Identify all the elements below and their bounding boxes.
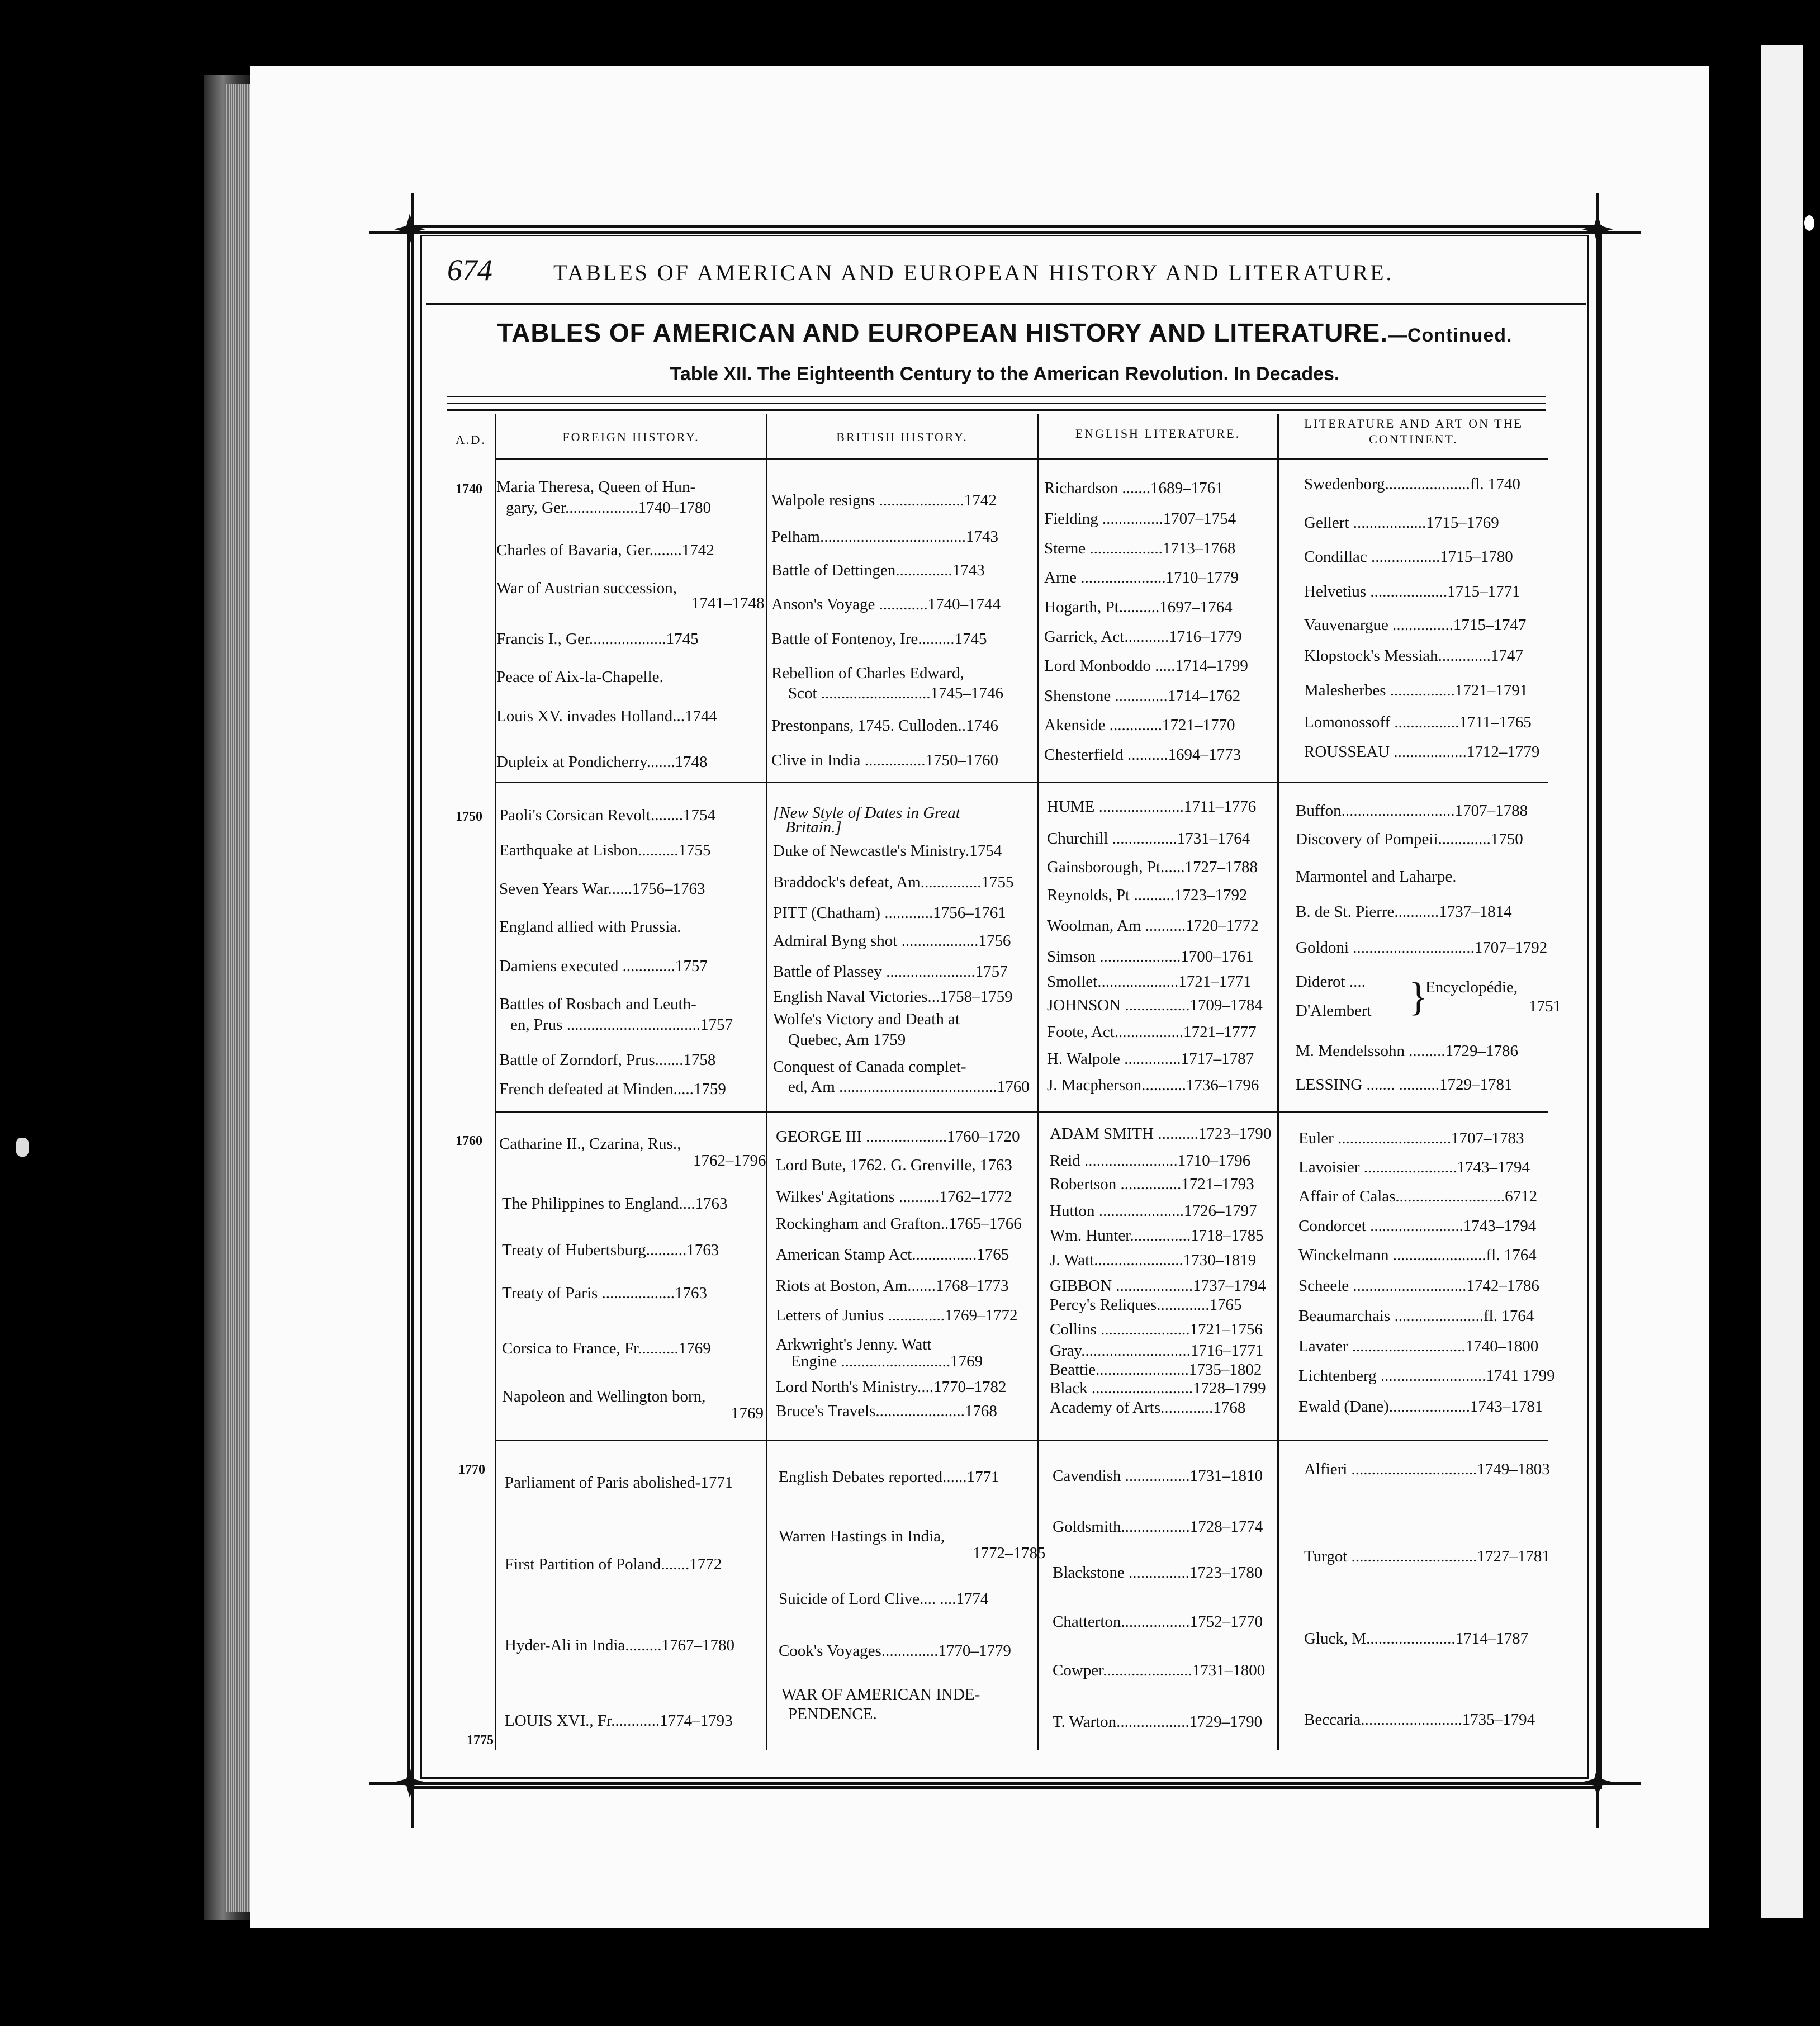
british-entry: Duke of Newcastle's Ministry.1754	[773, 842, 1002, 860]
facing-page-mark	[1804, 215, 1814, 231]
foreign-entry: Catharine II., Czarina, Rus.,	[499, 1135, 681, 1153]
foreign-entry: gary, Ger..................1740–1780	[506, 499, 712, 517]
english-entry: Garrick, Act...........1716–1779	[1044, 628, 1242, 646]
decade-rule	[495, 1111, 1548, 1113]
foreign-entry: Damiens executed .............1757	[499, 957, 708, 975]
english-entry: Hutton .....................1726–1797	[1050, 1202, 1257, 1220]
english-entry: Reid .......................1710–1796	[1050, 1152, 1251, 1170]
continent-entry: D'Alembert	[1296, 1002, 1372, 1020]
decade-label: 1750	[456, 810, 482, 824]
british-entry: Anson's Voyage ............1740–1744	[771, 595, 1001, 613]
english-entry: Churchill ................1731–1764	[1047, 830, 1250, 848]
continent-entry: Goldoni ..............................1707–1792	[1296, 939, 1548, 957]
continent-entry: LESSING ....... ..........1729–1781	[1296, 1076, 1513, 1094]
foreign-entry: French defeated at Minden.....1759	[499, 1080, 726, 1098]
british-entry: ed, Am .......................................1760	[788, 1078, 1030, 1096]
british-entry: Clive in India ...............1750–1760	[771, 751, 998, 769]
table-title-continued: —Continued.	[1387, 325, 1513, 346]
british-entry: Riots at Boston, Am.......1768–1773	[776, 1277, 1009, 1295]
continent-entry: Discovery of Pompeii.............1750	[1296, 830, 1523, 848]
col-head-continent	[1279, 416, 1548, 447]
border-bar-bottom	[369, 1782, 1641, 1785]
table-subtitle: Table XII. The Eighteenth Century to the American Revolution. In Decades.	[670, 363, 1340, 385]
page-edge	[226, 84, 253, 1912]
decade-label: 1775	[467, 1733, 494, 1748]
english-entry: Richardson .......1689–1761	[1044, 479, 1224, 497]
british-entry: Lord North's Ministry....1770–1782	[776, 1378, 1007, 1396]
english-entry: Shenstone .............1714–1762	[1044, 687, 1241, 705]
english-entry: Lord Monboddo .....1714–1799	[1044, 657, 1248, 675]
continent-entry: Lavoisier .......................1743–1794	[1298, 1158, 1530, 1176]
british-entry: Admiral Byng shot ...................1756	[773, 932, 1011, 950]
english-entry: Cowper......................1731–1800	[1053, 1661, 1266, 1679]
continent-entry: Gluck, M......................1714–1787	[1304, 1630, 1529, 1648]
decade-label: 1760	[456, 1134, 482, 1148]
english-entry: Robertson ...............1721–1793	[1050, 1175, 1254, 1193]
continent-entry: M. Mendelssohn .........1729–1786	[1296, 1042, 1518, 1060]
english-entry: J. Macpherson...........1736–1796	[1047, 1076, 1259, 1094]
english-entry: Percy's Reliques.............1765	[1050, 1296, 1242, 1314]
british-entry: Prestonpans, 1745. Culloden..1746	[771, 717, 998, 735]
english-entry: Gainsborough, Pt......1727–1788	[1047, 858, 1258, 876]
english-entry: J. Watt......................1730–1819	[1050, 1251, 1257, 1269]
table-title-text: TABLES OF AMERICAN AND EUROPEAN HISTORY AND LITERATURE.	[497, 318, 1388, 347]
english-entry: Collins ......................1721–1756	[1050, 1320, 1263, 1338]
british-entry: Wilkes' Agitations ..........1762–1772	[776, 1188, 1012, 1206]
english-entry: Academy of Arts.............1768	[1050, 1399, 1246, 1417]
english-entry: Akenside .............1721–1770	[1044, 716, 1235, 734]
running-title: TABLES OF AMERICAN AND EUROPEAN HISTORY AND LITERATURE.	[553, 260, 1394, 285]
english-entry: H. Walpole ..............1717–1787	[1047, 1050, 1254, 1068]
foreign-entry: Battles of Rosbach and Leuth-	[499, 995, 696, 1013]
british-entry: Rebellion of Charles Edward,	[771, 664, 964, 682]
border-bar-left	[411, 193, 414, 1828]
english-entry: Black .........................1728–1799	[1050, 1379, 1266, 1397]
british-entry: Cook's Voyages..............1770–1779	[779, 1642, 1011, 1660]
english-entry: Wm. Hunter...............1718–1785	[1050, 1227, 1264, 1244]
continent-entry: Turgot ...............................1727–1781	[1304, 1547, 1550, 1565]
running-head-rule	[426, 303, 1586, 305]
decade-label: 1770	[458, 1462, 485, 1477]
continent-entry: Condorcet .......................1743–1794	[1298, 1217, 1537, 1235]
british-entry: English Debates reported......1771	[779, 1468, 999, 1486]
british-entry: American Stamp Act................1765	[776, 1246, 1009, 1263]
corner-ornament-icon	[394, 214, 425, 245]
col-head-ad: A.D.	[456, 433, 486, 447]
british-entry: Battle of Dettingen..............1743	[771, 561, 985, 579]
english-entry: JOHNSON ................1709–1784	[1047, 996, 1263, 1014]
corner-ornament-icon	[1582, 1767, 1613, 1798]
foreign-entry: Maria Theresa, Queen of Hun-	[496, 478, 696, 496]
british-entry: Quebec, Am 1759	[788, 1031, 906, 1049]
decade-rule	[495, 1440, 1548, 1441]
british-entry: Scot ...........................1745–1746	[788, 684, 1004, 702]
british-entry: Pelham....................................1743	[771, 528, 998, 546]
foreign-entry: Peace of Aix-la-Chapelle.	[496, 668, 663, 686]
continent-entry: Buffon............................1707–1788	[1296, 802, 1528, 820]
column-rule	[495, 414, 496, 1750]
header-rule	[447, 396, 1546, 397]
english-entry: Reynolds, Pt ..........1723–1792	[1047, 886, 1248, 904]
foreign-entry: Earthquake at Lisbon..........1755	[499, 841, 711, 859]
foreign-entry: Dupleix at Pondicherry.......1748	[496, 753, 708, 771]
british-entry: PITT (Chatham) ............1756–1761	[773, 904, 1006, 922]
col-head-continent-line: CONTINENT.	[1369, 432, 1458, 446]
continent-entry: Affair of Calas...........................6712	[1298, 1187, 1538, 1205]
british-entry: Braddock's defeat, Am...............1755	[773, 873, 1014, 891]
continent-entry: Winckelmann .......................fl. 1764	[1298, 1246, 1537, 1264]
foreign-entry: LOUIS XVI., Fr............1774–1793	[505, 1712, 733, 1730]
english-entry: Beattie.......................1735–1802	[1050, 1361, 1262, 1379]
british-entry: Battle of Plassey ......................1757	[773, 963, 1008, 981]
british-entry: Britain.]	[785, 818, 842, 836]
british-entry: English Naval Victories...1758–1759	[773, 988, 1013, 1006]
english-entry: Arne .....................1710–1779	[1044, 569, 1239, 586]
english-entry: Foote, Act.................1721–1777	[1047, 1023, 1257, 1041]
continent-entry: Lomonossoff ................1711–1765	[1304, 713, 1532, 731]
foreign-entry: War of Austrian succession,	[496, 579, 677, 597]
bracket-glyph: }	[1409, 974, 1428, 1019]
continent-entry: ROUSSEAU ..................1712–1779	[1304, 743, 1540, 761]
foreign-entry: 1769	[731, 1404, 764, 1422]
continent-entry: Helvetius ...................1715–1771	[1304, 583, 1520, 600]
border-bar-right	[1596, 193, 1599, 1828]
continent-entry: Scheele ............................1742–1786	[1298, 1277, 1539, 1295]
british-entry: WAR OF AMERICAN INDE-	[781, 1686, 980, 1703]
continent-entry: Gellert ..................1715–1769	[1304, 514, 1499, 532]
foreign-entry: Hyder-Ali in India.........1767–1780	[505, 1636, 734, 1654]
british-entry: Conquest of Canada complet-	[773, 1058, 966, 1076]
continent-entry: Vauvenargue ...............1715–1747	[1304, 616, 1527, 634]
british-entry: Warren Hastings in India,	[779, 1527, 945, 1545]
continent-entry: Condillac .................1715–1780	[1304, 548, 1513, 566]
col-head-foreign: FOREIGN HISTORY.	[562, 430, 700, 444]
continent-entry: B. de St. Pierre...........1737–1814	[1296, 903, 1512, 921]
foreign-entry: The Philippines to England....1763	[502, 1195, 728, 1213]
british-entry: [New Style of Dates in Great	[773, 804, 960, 822]
foreign-entry: Paoli's Corsican Revolt........1754	[499, 806, 716, 824]
continent-entry: Swedenborg.....................fl. 1740	[1304, 475, 1520, 493]
continent-entry: 1751	[1529, 997, 1561, 1015]
english-entry: Simson ....................1700–1761	[1047, 948, 1254, 965]
english-entry: Fielding ...............1707–1754	[1044, 510, 1236, 528]
english-entry: Smollet....................1721–1771	[1047, 973, 1252, 991]
corner-ornament-icon	[1582, 214, 1613, 245]
scan-speck	[16, 1138, 29, 1157]
running-head	[447, 253, 1509, 292]
continent-entry: Lichtenberg ..........................1741 1799	[1298, 1367, 1555, 1385]
foreign-entry: Seven Years War......1756–1763	[499, 880, 705, 898]
column-rule	[766, 414, 767, 1750]
english-entry: Sterne ..................1713–1768	[1044, 539, 1236, 557]
british-entry: Bruce's Travels......................1768	[776, 1402, 997, 1420]
header-rule	[447, 403, 1546, 404]
english-entry: GIBBON ...................1737–1794	[1050, 1277, 1266, 1295]
foreign-entry: Louis XV. invades Holland...1744	[496, 707, 717, 725]
foreign-entry: en, Prus .................................1757	[510, 1016, 733, 1034]
british-entry: Suicide of Lord Clive.... ....1774	[779, 1590, 989, 1608]
english-entry: T. Warton..................1729–1790	[1053, 1713, 1263, 1731]
english-entry: Hogarth, Pt..........1697–1764	[1044, 598, 1233, 616]
continent-entry: Klopstock's Messiah.............1747	[1304, 647, 1523, 665]
english-entry: Gray...........................1716–1771	[1050, 1342, 1264, 1360]
corner-ornament-icon	[394, 1767, 425, 1798]
english-entry: ADAM SMITH ..........1723–1790	[1050, 1125, 1272, 1143]
british-entry: Arkwright's Jenny. Watt	[776, 1336, 932, 1353]
foreign-entry: First Partition of Poland.......1772	[505, 1555, 722, 1573]
foreign-entry: 1741–1748	[691, 594, 765, 612]
facing-page-edge	[1761, 45, 1803, 1918]
border-bar-top	[369, 231, 1641, 234]
continent-entry: Encyclopédie,	[1425, 978, 1518, 996]
continent-entry: Lavater ............................1740–1800	[1298, 1337, 1539, 1355]
continent-entry: Euler ............................1707–1783	[1298, 1129, 1524, 1147]
continent-entry: Malesherbes ................1721–1791	[1304, 681, 1528, 699]
foreign-entry: Charles of Bavaria, Ger........1742	[496, 541, 714, 559]
british-entry: Rockingham and Grafton..1765–1766	[776, 1215, 1022, 1233]
british-entry: Battle of Fontenoy, Ire.........1745	[771, 630, 987, 648]
col-head-continent-line: LITERATURE AND ART ON THE	[1304, 416, 1523, 430]
english-entry: HUME .....................1711–1776	[1047, 798, 1257, 816]
english-entry: Chesterfield ..........1694–1773	[1044, 746, 1241, 764]
foreign-entry: Corsica to France, Fr..........1769	[502, 1339, 711, 1357]
table-title	[425, 318, 1585, 348]
col-head-british: BRITISH HISTORY.	[836, 430, 968, 444]
foreign-entry: Treaty of Paris ..................1763	[502, 1284, 708, 1302]
english-entry: Blackstone ...............1723–1780	[1053, 1564, 1263, 1582]
continent-entry: Diderot ....	[1296, 973, 1366, 991]
british-entry: Wolfe's Victory and Death at	[773, 1010, 960, 1028]
continent-entry: Alfieri ...............................1749–1803	[1304, 1460, 1550, 1478]
page-number: 674	[447, 253, 492, 287]
foreign-entry: Battle of Zorndorf, Prus.......1758	[499, 1051, 716, 1069]
british-entry: Lord Bute, 1762. G. Grenville, 1763	[776, 1156, 1012, 1174]
continent-entry: Beccaria.........................1735–1794	[1304, 1711, 1535, 1729]
continent-entry: Beaumarchais ......................fl. 1764	[1298, 1307, 1534, 1325]
continent-entry: Marmontel and Laharpe.	[1296, 868, 1457, 886]
foreign-entry: 1762–1796	[693, 1152, 766, 1170]
continent-entry: Ewald (Dane)....................1743–1781	[1298, 1398, 1543, 1416]
foreign-entry: England allied with Prussia.	[499, 918, 681, 936]
british-entry: Engine ...........................1769	[791, 1352, 983, 1370]
col-head-english: ENGLISH LITERATURE.	[1075, 427, 1241, 441]
foreign-entry: Parliament of Paris abolished-1771	[505, 1474, 733, 1492]
column-rule	[1277, 414, 1279, 1750]
foreign-entry: Treaty of Hubertsburg..........1763	[502, 1241, 719, 1259]
english-entry: Cavendish ................1731–1810	[1053, 1467, 1263, 1485]
column-head-rule	[495, 458, 1548, 460]
header-rule	[447, 409, 1546, 411]
english-entry: Goldsmith.................1728–1774	[1053, 1518, 1263, 1536]
english-entry: Chatterton.................1752–1770	[1053, 1613, 1263, 1631]
british-entry: GEORGE III ....................1760–1720	[776, 1128, 1020, 1145]
british-entry: PENDENCE.	[788, 1705, 877, 1723]
foreign-entry: Francis I., Ger...................1745	[496, 630, 699, 648]
decade-rule	[495, 782, 1548, 783]
british-entry: Walpole resigns .....................1742	[771, 491, 997, 509]
english-entry: Woolman, Am ..........1720–1772	[1047, 917, 1259, 935]
british-entry: 1772–1785	[973, 1544, 1046, 1562]
decade-label: 1740	[456, 482, 482, 496]
foreign-entry: Napoleon and Wellington born,	[502, 1388, 706, 1405]
british-entry: Letters of Junius ..............1769–1772	[776, 1307, 1018, 1324]
